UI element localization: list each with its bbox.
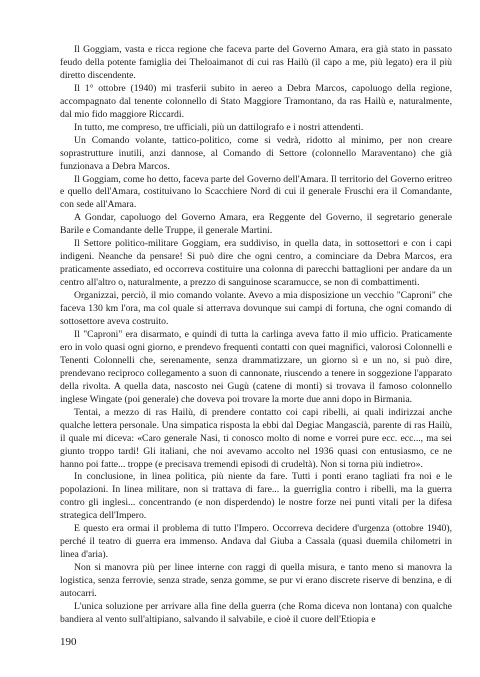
paragraph-8: Organizzai, perciò, il mio comando volante. Avevo a mia disposizione un vecchio "Caproni" che faceva 130 km l'ora, ma col quale si atterrava dovunque sui campi di fortuna, che ogni comando di sottosettore aveva costruito. (60, 290, 452, 328)
paragraph-9: Il "Caproni" era disarmato, e quindi di tutta la carlinga aveva fatto il mio ufficio. Praticamente ero in volo quasi ogni giorno, e prendevo frequenti contatti con quei magnifici, valorosi Colonnelli e Tenenti Colonnelli che, serenamente, senza drammatizzare, un giorno sì e un no, si può dire, prendevano reciproco collegamento a suon di cannonate, riuscendo a tenere in soggezione l'apparato della rivolta. A quella data, nascosto nei Gugù (catene di monti) si trovava il famoso colonnello inglese Wingate (poi generale) che doveva poi trovare la morte due anni dopo in Birmania. (60, 328, 452, 405)
paragraph-4: Un Comando volante, tattico-politico, come si vedrà, ridotto al minimo, per non creare soprastrutture inutili, anzi dannose, al Comando di Settore (colonnello Maraventano) che già funzionava a Debra Marcos. (60, 134, 452, 172)
paragraph-3: In tutto, me compreso, tre ufficiali, più un dattilografo e i nostri attendenti. (74, 121, 364, 133)
paragraph-11: In conclusione, in linea politica, più niente da fare. Tutti i ponti erano tagliati fra noi e le popolazioni. In linea militare, non si trattava di fare... la guerriglia contro i ribelli, ma la guerra contro gli inglesi... concentrando (e non disperdendo) le nostre forze nei punti vitali per la difesa strategica dell'Impero. (60, 471, 452, 522)
paragraph-12: E questo era ormai il problema di tutto l'Impero. Occorreva decidere d'urgenza (ottobre 1940), perché il teatro di guerra era immenso. Andava dal Giuba a Cassala (quasi duemila chilometri in linea d'aria). (60, 523, 452, 561)
paragraph-5: Il Goggiam, come ho detto, faceva parte del Governo dell'Amara. Il territorio del Governo eritreo e quello dell'Amara, costituivano lo Scacchiere Nord di cui il generale Fruschi era il Comandante, con sede all'Amara. (60, 173, 452, 211)
paragraph-14: L'unica soluzione per arrivare alla fine della guerra (che Roma diceva non lontana) con qualche bandiera al vento sull'altipiano, salvando il salvabile, e cioè il cuore dell'Etiopia e (60, 600, 452, 625)
paragraph-10: Tentai, a mezzo di ras Hailù, di prendere contatto coi capi ribelli, ai quali indirizzai anche qualche lettera personale. Una simpatica risposta la ebbi dal Degiac Mangascià, parente di ras Hailù, il quale mi diceva: «Caro generale Nasi, ti conosco molto di nome e vorrei pure ecc. ecc..., ma sei giunto troppo tardi! Gli italiani, che noi avevamo accolto nel 1936 quasi con entusiasmo, ce ne hanno poi fatte... troppe (e precisava tremendi episodi di crudeltà). Non si torna più indietro». (60, 406, 452, 470)
paragraph-2: Il 1° ottobre (1940) mi trasferii subito in aereo a Debra Marcos, capoluogo della regione, accompagnato dal tenente colonnello di Stato Maggiore Tramontano, da ras Hailù e, naturalmente, dal mio fido maggiore Riccardi. (60, 82, 452, 120)
paragraph-6: A Gondar, capoluogo del Governo Amara, era Reggente del Governo, il segretario generale Barile e Comandante delle Truppe, il generale Martini. (60, 212, 452, 237)
paragraph-7: Il Settore politico-militare Goggiam, era suddiviso, in quella data, in sottosettori e con i capi indigeni. Neanche da pensare! Si può dire che ogni centro, a cominciare da Debra Marcos, era praticamente assediato, ed occorreva costituire una colonna di parecchi battaglioni per andare da un centro all'altro o, naturalmente, a prezzo di sanguinose scaramucce, se non di combattimenti. (60, 238, 452, 289)
paragraph-13: Non si manovra più per linee interne con raggi di quella misura, e tanto meno si manovra la logistica, senza ferrovie, senza strade, senza gomme, se pur vi erano discrete riserve di benzina, e di autocarri. (60, 562, 452, 600)
page-number: 190 (60, 636, 77, 648)
page-body (60, 44, 452, 627)
paragraph-1: Il Goggiam, vasta e ricca regione che faceva parte del Governo Amara, era già stato in passato feudo della potente famiglia dei Theloaimanot di cui ras Hailù (il capo a me, più legato) era il più diretto discendente. (60, 44, 452, 81)
